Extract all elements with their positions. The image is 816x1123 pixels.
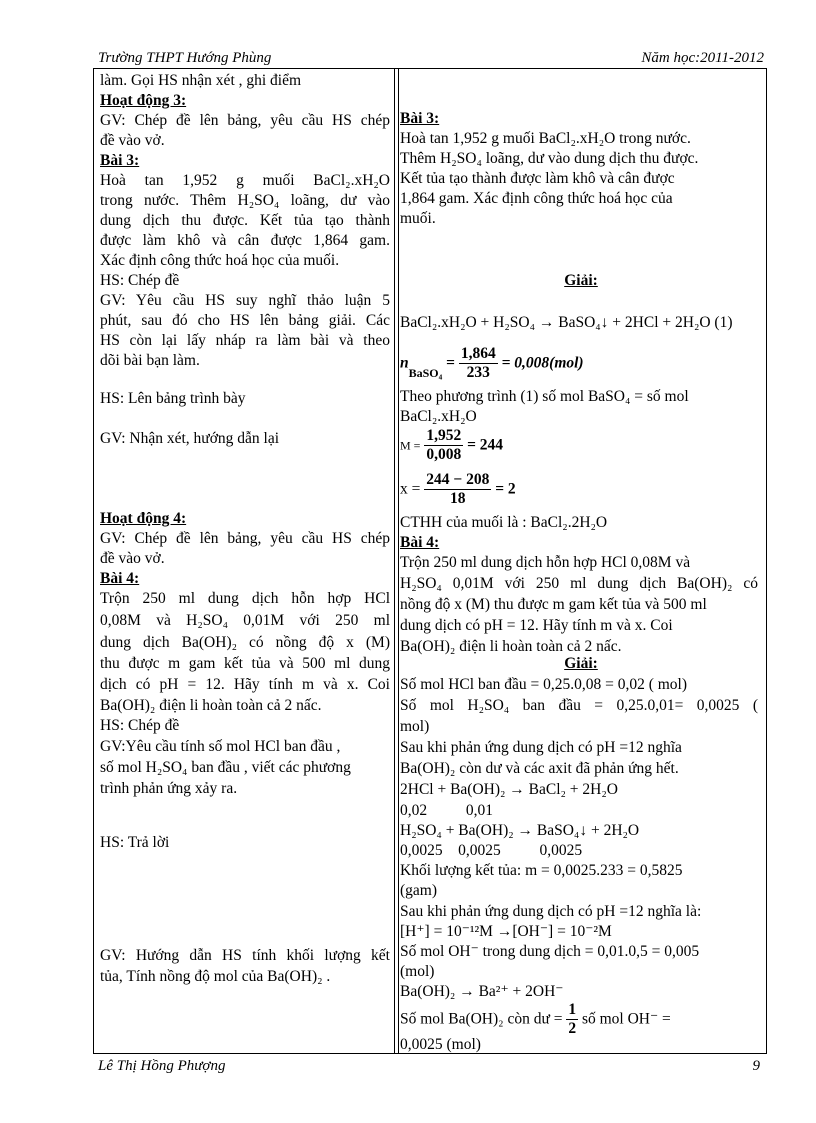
text-line: CTHH của muối là : BaCl₂.2H₂O [400,514,608,531]
x-formula: x = $\frac{244 - 208}{18}$ = 2 [400,471,516,507]
text-line: 0,0025 (mol) [400,1036,481,1053]
author-name: Lê Thị Hồng Phượng [98,1058,226,1074]
fraction: $\frac{1}{2}$ [568,1001,577,1037]
text-line: đề vào vở. [100,132,165,149]
page-number: 9 [752,1058,760,1074]
reaction-equation: H₂SO₄ + Ba(OH)₂ → BaSO₄↓ + 2H₂O [400,822,640,839]
text-line: HS: Trả lời [100,834,170,851]
text-line: (mol) [400,963,435,980]
text-line: 1,864 gam. Xác định công thức hoá học của [400,190,673,207]
text-line: Theo phương trình (1) số mol BaSO₄ = số mol [400,388,689,405]
text-line: dõi bài bạn làm. [100,352,200,369]
mole-values: 0,0025 0,0025 0,0025 [400,842,583,859]
solution-heading: Giải: [564,272,598,289]
text-line: Thêm H₂SO₄ loãng, dư vào dung dịch thu được. [400,150,699,167]
reaction-equation: 2HCl + Ba(OH)₂ → BaCl₂ + 2H₂O [400,781,618,798]
text-line: thu được m gam kết tủa và 500 ml dung [100,655,390,672]
text-line: dịch có pH = 12. Hãy tính m và x. Coi [100,676,390,693]
school-name: Trường THPT Hướng Phùng [98,50,272,66]
text-line: Sau khi phản ứng dung dịch có pH =12 nghĩa là: [400,903,702,920]
text-line: GV: Chép đề lên bảng, yêu cầu HS chép [100,530,390,547]
text-line: dung dịch Ba(OH)₂ có nồng độ x (M) [100,634,390,651]
exercise-heading: Bài 3: [400,110,440,127]
text-line: Trộn 250 ml dung dịch hỗn hợp HCl [100,590,390,607]
text-line: Ba(OH)₂ điện li hoàn toàn cả 2 nấc. [400,638,622,655]
text-line: phút, sau đó cho HS lên bảng giải. Các [100,312,390,329]
solution-column [396,69,766,1053]
text-line: HS còn lại lấy nháp ra làm bài và theo [100,332,390,349]
molar-mass-formula: M = $\frac{1,952}{0,008}$ = 244 [400,427,504,463]
text-line: HS: Chép đề [100,272,180,289]
text-line: đề vào vở. [100,550,165,567]
text-line: Trộn 250 ml dung dịch hỗn hợp HCl 0,08M và [400,554,691,571]
text-line: Ba(OH)₂ còn dư và các axit đã phản ứng hết. [400,760,679,777]
text-line: mol) [400,718,430,735]
activity-heading: Hoạt động 3: [100,92,187,109]
fraction: $\frac{1,864}{233}$ [460,345,496,381]
text-line: nồng độ x (M) thu được m gam kết tủa và 500 ml [400,596,707,613]
teacher-activity-column [94,69,395,1053]
text-line: được làm khô và cân được 1,864 gam. [100,232,390,249]
exercise-heading: Bài 3: [100,152,140,169]
text-line: Khối lượng kết tủa: m = 0,0025.233 = 0,5825 [400,862,683,879]
text-line: GV: Nhận xét, hướng dẫn lại [100,430,280,447]
school-year: Năm học:2011-2012 [641,50,764,66]
text-line: HS: Chép đề [100,717,180,734]
reaction-equation: Ba(OH)₂ → Ba²⁺ + 2OH⁻ [400,983,564,1000]
solution-heading: Giải: [564,655,598,672]
exercise-heading: Bài 4: [100,570,140,587]
mole-values: 0,02 0,01 [400,802,493,819]
activity-heading: Hoạt động 4: [100,510,187,527]
page-header [96,48,764,68]
text-line: (gam) [400,882,438,899]
text-line: Kết tủa tạo thành được làm khô và cân được [400,170,675,187]
fraction: $\frac{1,952}{0,008}$ [426,427,462,463]
text-line: Hoà tan 1,952 g muối BaCl₂.xH₂O trong nước. [400,130,691,147]
text-line: Hoà tan 1,952 g muối BaCl₂.xH₂O [100,172,390,189]
text-line: Sau khi phản ứng dung dịch có pH =12 nghĩa [400,739,682,756]
text-line: Số mol HCl ban đầu = 0,25.0,08 = 0,02 ( mol) [400,676,687,693]
moles-formula: $n_{BaSO_4}$ = $\frac{1,864}{233}$ = 0,008(mol) [400,345,584,381]
text-line: BaCl₂.xH₂O [400,408,477,425]
column-divider [398,69,399,1053]
text-line: H₂SO₄ 0,01M với 250 ml dung dịch Ba(OH)₂ có [400,575,758,592]
text-line: làm. Gọi HS nhận xét , ghi điểm [100,72,302,89]
text-line: muối. [400,210,436,227]
text-line: HS: Lên bảng trình bày [100,390,246,407]
reaction-equation: BaCl₂.xH₂O + H₂SO₄ → BaSO₄↓ + 2HCl + 2H₂O (1) [400,314,733,331]
text-line: dung dịch có pH = 12. Hãy tính m và x. Coi [400,617,673,634]
text-line: dung dịch thu được. Kết tủa tạo thành [100,212,390,229]
text-line: GV:Yêu cầu tính số mol HCl ban đầu , [100,738,341,755]
fraction: $\frac{244 - 208}{18}$ [426,471,490,507]
text-line: GV: Hướng dẫn HS tính khối lượng kết [100,947,390,964]
exercise-heading: Bài 4: [400,534,440,551]
excess-base-formula: Số mol Ba(OH)₂ còn dư = $\frac{1}{2}$ số mol OH⁻ = [400,1001,671,1037]
text-line: trình phản ứng xảy ra. [100,780,238,797]
text-line: Số mol OH⁻ trong dung dịch = 0,01.0,5 = 0,005 [400,943,700,960]
text-line: 0,08M và H₂SO₄ 0,01M với 250 ml [100,612,390,629]
text-line: tủa, Tính nồng độ mol của Ba(OH)₂ . [100,968,331,985]
text-line: trong nước. Thêm H₂SO₄ loãng, dư vào [100,192,390,209]
text-line: số mol H₂SO₄ ban đầu , viết các phương [100,759,351,776]
text-line: GV: Chép đề lên bảng, yêu cầu HS chép [100,112,390,129]
lesson-table [93,68,767,1054]
text-line: [H⁺] = 10⁻¹²M →[OH⁻] = 10⁻²M [400,923,612,940]
text-line: GV: Yêu cầu HS suy nghĩ thảo luận 5 [100,292,390,309]
text-line: Số mol H₂SO₄ ban đầu = 0,25.0,01= 0,0025 ( [400,697,758,714]
text-line: Xác định công thức hoá học của muối. [100,252,340,269]
text-line: Ba(OH)₂ điện li hoàn toàn cả 2 nấc. [100,697,322,714]
